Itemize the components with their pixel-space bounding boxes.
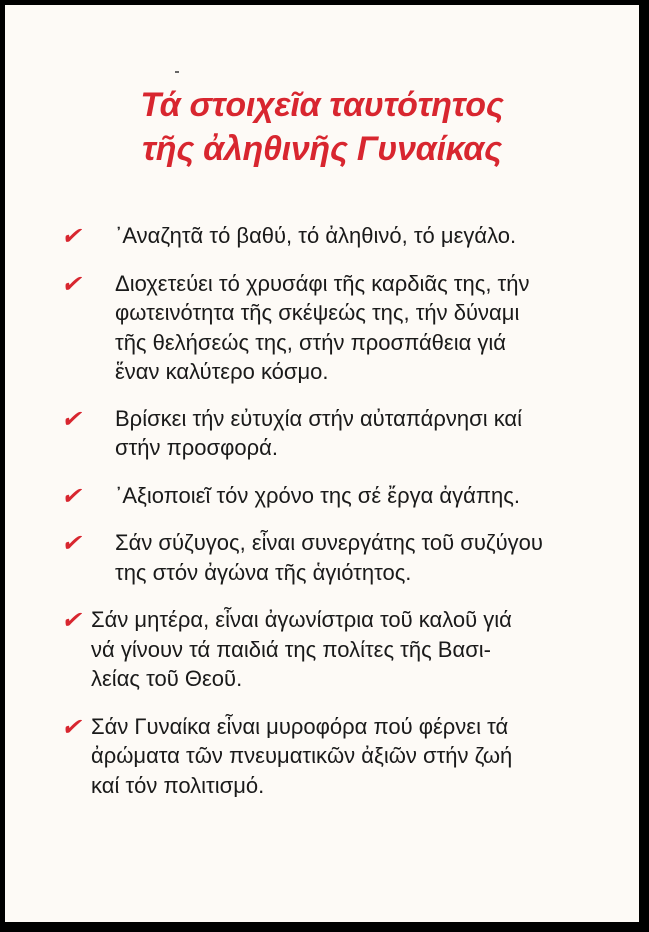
- text-line: στήν προσφορά.: [115, 435, 278, 460]
- ink-speck: [175, 71, 179, 73]
- list-item: [61, 221, 585, 251]
- list-item-text: [61, 221, 585, 251]
- title-line-1: Τά στοιχεῖα ταυτότητος: [140, 86, 504, 124]
- text-line: ᾿Αξιοποιεῖ τόν χρόνο της σέ ἔργα ἀγάπης.: [115, 482, 521, 508]
- list-item: [61, 481, 585, 511]
- list-item-text: [61, 481, 585, 511]
- text-line: Σάν μητέρα, εἶναι ἀγωνίστρια τοῦ καλοῦ γιά: [91, 607, 512, 632]
- list-item: [61, 712, 585, 801]
- list-item: [61, 404, 585, 463]
- checkmark-icon: ✔: [61, 223, 82, 250]
- document-page: [4, 4, 640, 923]
- checkmark-icon: ✔: [61, 530, 82, 557]
- list-item: [61, 605, 585, 694]
- list-item: [61, 269, 585, 387]
- list-item-text: [61, 528, 585, 587]
- text-line: Σάν σύζυγος, εἶναι συνεργάτης τοῦ συζύγου: [115, 530, 543, 555]
- list-item: [61, 528, 585, 587]
- text-line: Βρίσκει τήν εὐτυχία στήν αὐταπάρνησι καί: [115, 405, 523, 431]
- page-title: [5, 83, 639, 171]
- text-line: ἕναν καλύτερο κόσμο.: [115, 359, 329, 384]
- list-item-text: [61, 605, 585, 694]
- text-line: φωτεινότητα τῆς σκέψεώς της, τήν δύναμι: [115, 300, 520, 325]
- list-item-text: [61, 712, 585, 801]
- text-line: Σάν Γυναίκα εἶναι μυροφόρα πού φέρνει τά: [91, 713, 509, 739]
- checkmark-icon: ✔: [61, 482, 82, 510]
- identity-list: [61, 221, 585, 800]
- checkmark-icon: ✔: [61, 713, 82, 741]
- text-line: τῆς θελήσεώς της, στήν προσπάθεια γιά: [115, 329, 507, 355]
- text-line: καί τόν πολιτισμό.: [91, 772, 265, 798]
- text-line: ἀρώματα τῶν πνευματικῶν ἀξιῶν στήν ζωή: [91, 743, 513, 768]
- title-line-2: τῆς ἀληθινῆς Γυναίκας: [142, 130, 502, 168]
- checkmark-icon: ✔: [61, 270, 82, 298]
- list-item-text: [61, 269, 585, 387]
- text-line: Διοχετεύει τό χρυσάφι τῆς καρδιᾶς της, τήν: [115, 270, 530, 296]
- list-item-text: [61, 404, 585, 463]
- checkmark-icon: ✔: [61, 607, 82, 634]
- text-line: της στόν ἀγώνα τῆς ἁγιότητος.: [115, 559, 412, 585]
- checkmark-icon: ✔: [61, 405, 82, 433]
- text-line: ᾿Αναζητᾶ τό βαθύ, τό ἀληθινό, τό μεγάλο.: [115, 223, 517, 248]
- text-line: λείας τοῦ Θεοῦ.: [91, 666, 243, 691]
- text-line: νά γίνουν τά παιδιά της πολίτες τῆς Βασι-: [91, 636, 491, 662]
